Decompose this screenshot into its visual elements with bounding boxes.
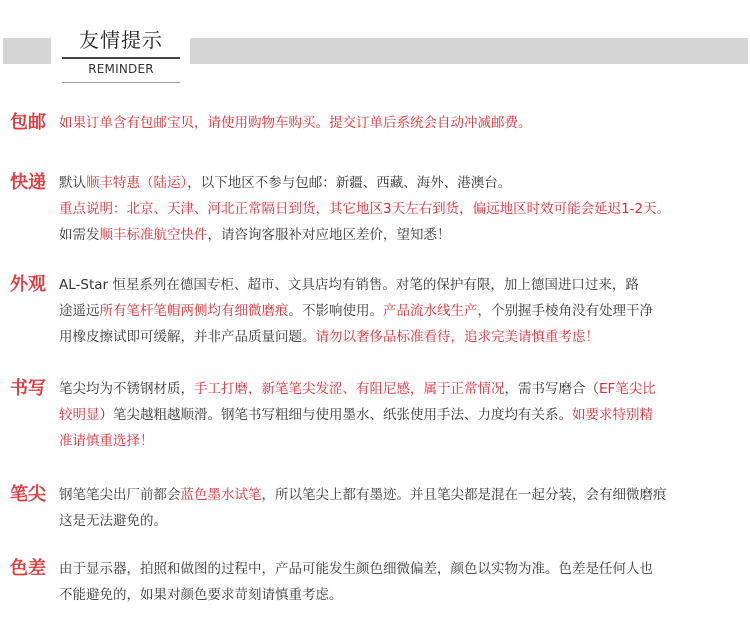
highlight-text: 如要求特别精 (572, 407, 653, 423)
text-line (59, 110, 748, 136)
highlight-text: 手工打磨，新笔笔尖发涩、有阻尼感，属于正常情况 (194, 381, 505, 397)
text-line (59, 508, 748, 534)
highlight-text: 所有笔杆笔帽两侧均有细微磨痕 (99, 303, 289, 319)
text-line (59, 376, 748, 402)
text-line (59, 222, 748, 248)
plain-text: 途遥远 (59, 303, 100, 319)
text-line (59, 402, 748, 428)
plain-text: 如需发 (59, 227, 100, 243)
highlight-text: 请勿以奢侈品标准看待，追求完美请慎重考虑！ (315, 329, 599, 345)
text-line (59, 482, 748, 508)
text-line (59, 582, 748, 608)
plain-text: ，请咨询客服补对应地区差价，望知悉！ (207, 227, 451, 243)
section-text (59, 482, 748, 534)
text-line (59, 170, 748, 196)
text-line (59, 556, 748, 582)
highlight-text: 顺丰标准航空快件 (99, 227, 208, 243)
section-text (59, 170, 748, 248)
section-text (59, 272, 748, 350)
plain-text: 钢笔笔尖出厂前都会 (59, 487, 181, 503)
plain-text: ，以下地区不参与包邮：新疆、西藏、海外、港澳台。 (187, 175, 512, 191)
highlight-text: 产品流水线生产 (383, 303, 478, 319)
plain-text: 。不影响使用。 (288, 303, 383, 319)
section-text (59, 376, 748, 454)
text-line (59, 428, 748, 454)
text-line (59, 196, 748, 222)
header-separator (62, 82, 180, 83)
highlight-text: 重点说明：北京、天津、河北正常隔日到货，其它地区3天左右到货，偏远地区时效可能会延迟1-2天。 (59, 201, 671, 217)
section-label: 笔尖 (10, 484, 46, 505)
plain-text: 由于显示器，拍照和做图的过程中，产品可能发生颜色细微偏差，颜色以实物为准。色差是任何人也 (59, 561, 653, 577)
section-label: 快递 (10, 172, 46, 193)
text-line (59, 324, 748, 350)
highlight-text: EF笔尖比 (599, 381, 656, 397)
reminder-header (0, 0, 750, 96)
plain-text: ，所以笔尖上都有墨迹。并且笔尖都是混在一起分装，会有细微磨痕 (261, 487, 667, 503)
header-bar-left (3, 38, 51, 64)
header-bar-right (190, 38, 748, 64)
plain-text: 这是无法避免的。 (59, 513, 167, 529)
section-label: 书写 (10, 378, 46, 399)
plain-text: AL-Star 恒星系列在德国专柜、超市、文具店均有销售。对笔的保护有限，加上德国进口过来，路 (59, 277, 639, 293)
plain-text: ）笔尖越粗越顺滑。钢笔书写粗细与使用墨水、纸张使用手法、力度均有关系。 (99, 407, 572, 423)
plain-text: ，个别握手棱角没有处理干净 (477, 303, 653, 319)
plain-text: 用橡皮擦试即可缓解，并非产品质量问题。 (59, 329, 316, 345)
header-title: 友情提示 (79, 28, 163, 52)
section-label: 外观 (10, 274, 46, 295)
plain-text: 不能避免的，如果对颜色要求苛刻请慎重考虑。 (59, 587, 343, 603)
section-text (59, 556, 748, 608)
highlight-text: 准请慎重选择！ (59, 433, 154, 449)
header-underline (62, 57, 180, 59)
highlight-text: 较明显 (59, 407, 100, 423)
section-label: 包邮 (10, 112, 46, 133)
plain-text: 默认 (59, 175, 86, 191)
header-subtitle: REMINDER (88, 62, 154, 76)
text-line (59, 272, 748, 298)
section-text (59, 110, 748, 136)
highlight-text: 蓝色墨水试笔 (180, 487, 262, 503)
plain-text: 笔尖均为不锈钢材质， (59, 381, 194, 397)
highlight-text: 如果订单含有包邮宝贝，请使用购物车购买。提交订单后系统会自动冲减邮费。 (59, 115, 532, 131)
highlight-text: 顺丰特惠（陆运） (86, 175, 188, 191)
section-label: 色差 (10, 558, 46, 579)
plain-text: ，需书写磨合（ (504, 381, 599, 397)
text-line (59, 298, 748, 324)
